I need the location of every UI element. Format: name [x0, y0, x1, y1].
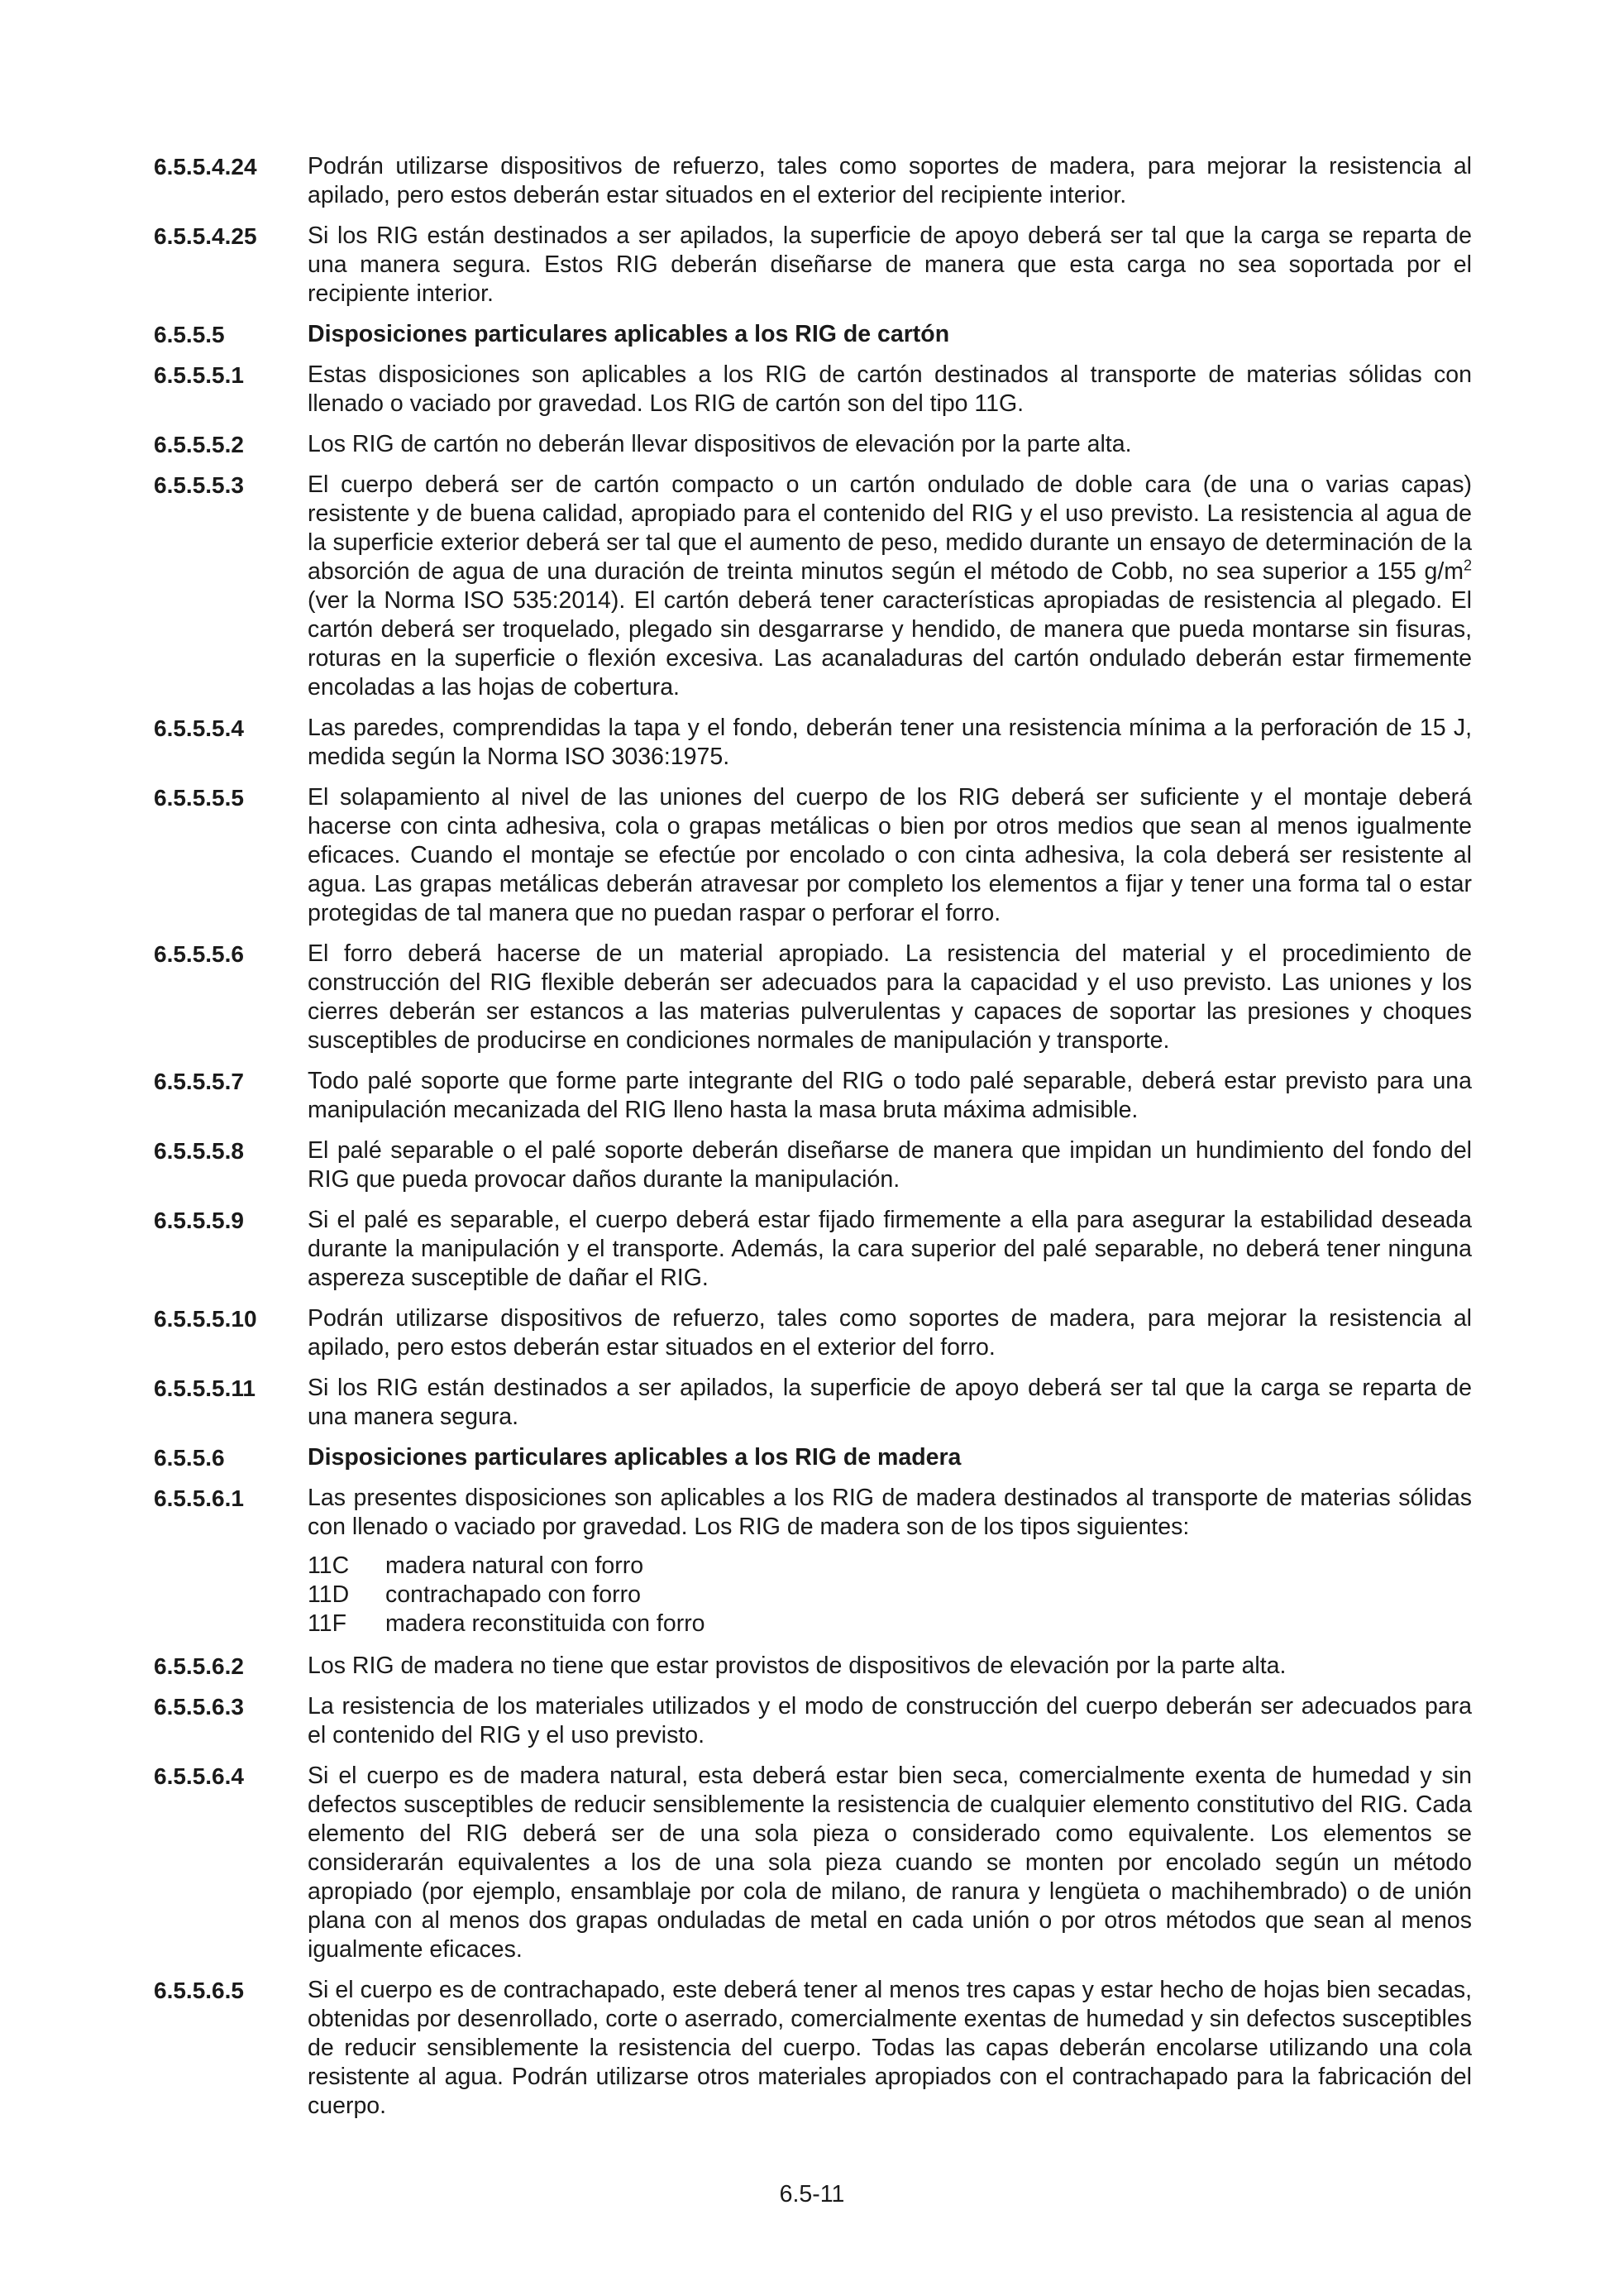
ibc-type-list [308, 1552, 1472, 1638]
paragraph-6-5-5-5-11 [154, 1374, 1472, 1432]
paragraph-6-5-5-5-4 [154, 714, 1472, 772]
paragraph-text: Los RIG de cartón no deberán llevar dispositivos de elevación por la parte alta. [308, 431, 1132, 457]
ibc-type-item [308, 1552, 1472, 1581]
paragraph-text: Estas disposiciones son aplicables a los RIG de cartón destinados al transporte de materias sólidas con llenado o vaciado por gravedad. Los RIG de cartón son del tipo 11G. [308, 361, 1472, 417]
paragraph-6-5-5-5-5 [154, 783, 1472, 928]
paragraph-number: 6.5.5.5.9 [154, 1208, 244, 1233]
paragraph-6-5-5-5-2 [154, 430, 1472, 459]
paragraph-text-part-a: El cuerpo deberá ser de cartón compacto o un cartón ondulado de doble cara (de una o varias capas) resistente y de buena calidad, apropiado para el contenido del RIG y el uso previsto. La resistencia al agua de la superficie exterior deberá ser tal que el aumento de peso, medido durante un ensayo de determinación de la absorción de agua de una duración de treinta minutos según el método de Cobb, no sea superior a 155 g/m [308, 471, 1472, 585]
paragraph-6-5-5-6-4 [154, 1762, 1472, 1964]
section-heading-6-5-5-6 [154, 1443, 1472, 1472]
paragraph-text: Si el cuerpo es de contrachapado, este deberá tener al menos tres capas y estar hecho de hojas bien secadas, obtenidas por desenrollado, corte o aserrado, comercialmente exentas de humedad y sin defectos susceptibles de reducir sensiblemente la resistencia del cuerpo. Todas las capas deberán encolarse utilizando una cola resistente al agua. Podrán utilizarse otros materiales apropiados con el contrachapado para la fabricación del cuerpo. [308, 1977, 1472, 2119]
paragraph-number: 6.5.5.6.5 [154, 1978, 244, 2003]
paragraph-number: 6.5.5.6.1 [154, 1485, 244, 1511]
paragraph-6-5-5-5-10 [154, 1304, 1472, 1362]
ibc-type-description: madera natural con forro [385, 1552, 644, 1579]
paragraph-number: 6.5.5.4.24 [154, 154, 257, 179]
paragraph-number: 6.5.5.5.7 [154, 1069, 244, 1094]
paragraph-number: 6.5.5.5.6 [154, 941, 244, 967]
ibc-type-code: 11D [308, 1581, 350, 1608]
paragraph-number: 6.5.5.5.2 [154, 432, 244, 457]
paragraph-text: Los RIG de madera no tiene que estar provistos de dispositivos de elevación por la parte alta. [308, 1653, 1287, 1679]
paragraph-text: Podrán utilizarse dispositivos de refuerzo, tales como soportes de madera, para mejorar la resistencia al apilado, pero estos deberán estar situados en el exterior del forro. [308, 1305, 1472, 1361]
paragraph-number: 6.5.5.5.10 [154, 1306, 257, 1332]
paragraph-number: 6.5.5.5.1 [154, 362, 244, 388]
page-number: 6.5-11 [779, 2181, 845, 2208]
paragraph-text: Si el cuerpo es de madera natural, esta deberá estar bien seca, comercialmente exenta de humedad y sin defectos susceptibles de reducir sensiblemente la resistencia de cualquier elemento constitutivo del RIG. Cada elemento del RIG deberá ser de una sola pieza o considerado como equivalente. Los elementos se considerarán equivalentes a los de una sola pieza cuando se monten por encolado según un método apropiado (por ejemplo, ensamblaje por cola de milano, de ranura y lengüeta o machihembrado) o de unión plana con al menos dos grapas onduladas de metal en cada unión o por otros métodos que sean al menos igualmente eficaces. [308, 1763, 1472, 1963]
ibc-type-description: madera reconstituida con forro [385, 1610, 705, 1637]
ibc-type-item [308, 1610, 1472, 1638]
paragraph-text-part-b: (ver la Norma ISO 535:2014). El cartón deberá tener características apropiadas de resistencia al plegado. El cartón deberá ser troquelado, plegado sin desgarrarse y hendido, de manera que pueda montarse sin fisuras, roturas en la superficie o flexión excesiva. Las acanaladuras del cartón ondulado deberán estar firmemente encoladas a las hojas de cobertura. [308, 587, 1472, 701]
paragraph-text: La resistencia de los materiales utilizados y el modo de construcción del cuerpo deberán ser adecuados para el contenido del RIG y el uso previsto. [308, 1693, 1472, 1748]
paragraph-6-5-5-4-24 [154, 152, 1472, 210]
superscript: 2 [1463, 557, 1472, 574]
paragraph-6-5-5-5-1 [154, 361, 1472, 419]
paragraph-text: El forro deberá hacerse de un material apropiado. La resistencia del material y el procedimiento de construcción del RIG flexible deberán ser adecuados para la capacidad y el uso previsto. Las uniones y los cierres deberán ser estancos a las materias pulverulentas y capaces de soportar las presiones y choques susceptibles de producirse en condiciones normales de manipulación y transporte. [308, 940, 1472, 1054]
ibc-type-item [308, 1581, 1472, 1610]
section-number: 6.5.5.6 [154, 1445, 225, 1471]
paragraph-number: 6.5.5.5.4 [154, 715, 244, 741]
section-title: Disposiciones particulares aplicables a los RIG de cartón [308, 321, 950, 347]
paragraph-6-5-5-5-3 [154, 471, 1472, 702]
paragraph-text: Si los RIG están destinados a ser apilados, la superficie de apoyo deberá ser tal que la carga se reparta de una manera segura. [308, 1375, 1472, 1430]
paragraph-number: 6.5.5.6.4 [154, 1763, 244, 1789]
paragraph-text: El solapamiento al nivel de las uniones del cuerpo de los RIG deberá ser suficiente y el montaje deberá hacerse con cinta adhesiva, cola o grapas metálicas o bien por otros medios que sean al menos igualmente eficaces. Cuando el montaje se efectúe por encolado o con cinta adhesiva, la cola deberá ser resistente al agua. Las grapas metálicas deberán atravesar por completo los elementos a fijar y tener una forma tal o estar protegidas de tal manera que no puedan raspar o perforar el forro. [308, 784, 1472, 926]
paragraph-number: 6.5.5.5.3 [154, 472, 244, 498]
paragraph-number: 6.5.5.4.25 [154, 223, 257, 249]
ibc-type-code: 11F [308, 1610, 346, 1637]
paragraph-6-5-5-6-3 [154, 1692, 1472, 1750]
ibc-type-description: contrachapado con forro [385, 1581, 641, 1608]
paragraph-6-5-5-5-9 [154, 1206, 1472, 1293]
page-content [154, 152, 1472, 2132]
paragraph-number: 6.5.5.5.8 [154, 1138, 244, 1164]
paragraph-text [308, 471, 1472, 702]
paragraph-text: Si el palé es separable, el cuerpo deberá estar fijado firmemente a ella para asegurar la estabilidad deseada durante la manipulación y el transporte. Además, la cara superior del palé separable, no deberá tener ninguna aspereza susceptible de dañar el RIG. [308, 1207, 1472, 1291]
paragraph-6-5-5-4-25 [154, 222, 1472, 309]
paragraph-6-5-5-6-1 [154, 1484, 1472, 1542]
paragraph-6-5-5-5-7 [154, 1067, 1472, 1125]
paragraph-number: 6.5.5.6.3 [154, 1694, 244, 1720]
paragraph-text: Todo palé soporte que forme parte integrante del RIG o todo palé separable, deberá estar previsto para una manipulación mecanizada del RIG lleno hasta la masa bruta máxima admisible. [308, 1068, 1472, 1123]
paragraph-number: 6.5.5.6.2 [154, 1653, 244, 1679]
paragraph-6-5-5-5-6 [154, 940, 1472, 1055]
paragraph-6-5-5-6-2 [154, 1652, 1472, 1681]
paragraph-text: Las presentes disposiciones son aplicables a los RIG de madera destinados al transporte de materias sólidas con llenado o vaciado por gravedad. Los RIG de madera son de los tipos siguientes: [308, 1485, 1472, 1540]
paragraph-text: Las paredes, comprendidas la tapa y el fondo, deberán tener una resistencia mínima a la perforación de 15 J, medida según la Norma ISO 3036:1975. [308, 715, 1472, 770]
paragraph-6-5-5-6-5 [154, 1976, 1472, 2121]
paragraph-number: 6.5.5.5.11 [154, 1375, 256, 1401]
paragraph-text: Podrán utilizarse dispositivos de refuerzo, tales como soportes de madera, para mejorar la resistencia al apilado, pero estos deberán estar situados en el exterior del recipiente interior. [308, 153, 1472, 208]
paragraph-number: 6.5.5.5.5 [154, 785, 244, 811]
paragraph-text: El palé separable o el palé soporte deberán diseñarse de manera que impidan un hundimiento del fondo del RIG que pueda provocar daños durante la manipulación. [308, 1137, 1472, 1193]
section-title: Disposiciones particulares aplicables a los RIG de madera [308, 1444, 962, 1471]
paragraph-text: Si los RIG están destinados a ser apilados, la superficie de apoyo deberá ser tal que la carga se reparta de una manera segura. Estos RIG deberán diseñarse de manera que esta carga no sea soportada por el recipiente interior. [308, 222, 1472, 307]
section-number: 6.5.5.5 [154, 322, 225, 347]
ibc-type-code: 11C [308, 1552, 350, 1579]
section-heading-6-5-5-5 [154, 320, 1472, 349]
paragraph-6-5-5-5-8 [154, 1136, 1472, 1194]
